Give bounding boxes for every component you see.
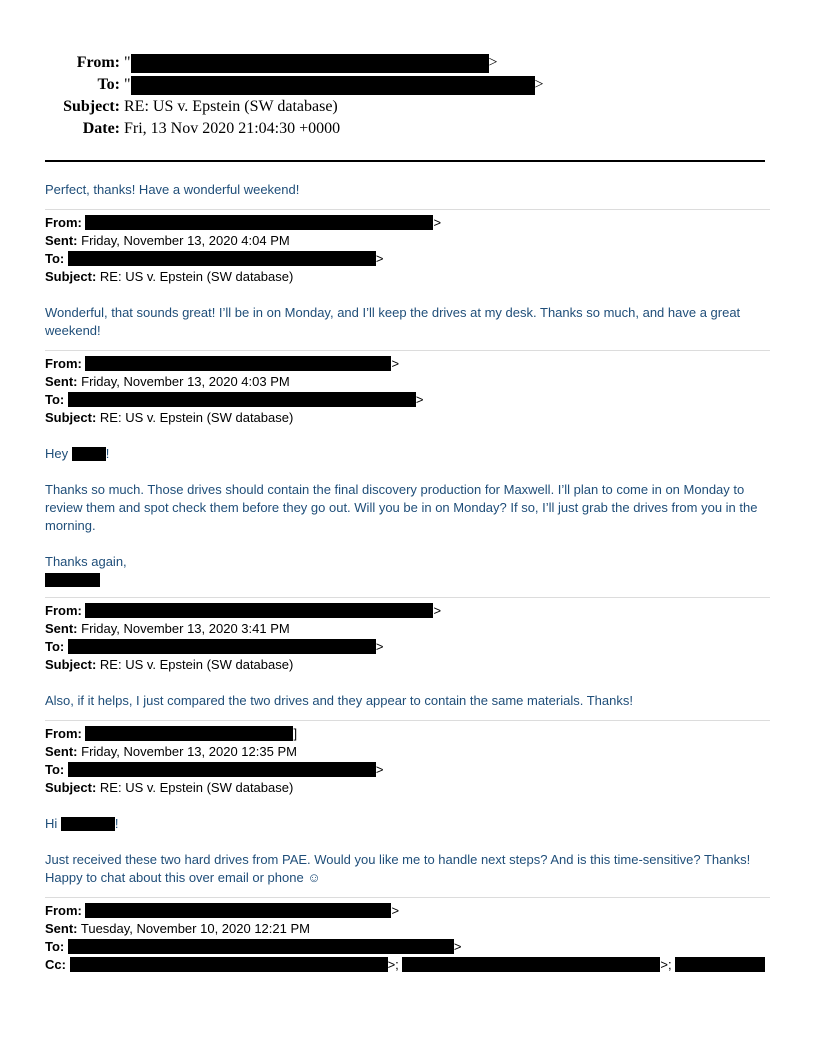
redaction-box (68, 639, 376, 654)
redaction-box (68, 392, 416, 407)
message-greeting (45, 445, 770, 463)
message-sent-row (45, 620, 770, 638)
to-suffix: > (375, 251, 384, 266)
message-subject-row (45, 779, 770, 797)
message-from-row (45, 214, 770, 232)
redaction-box (131, 76, 535, 95)
message-to-row (45, 250, 770, 268)
header-date-value: Fri, 13 Nov 2020 21:04:30 +0000 (124, 120, 341, 137)
to-label: To: (45, 639, 65, 654)
header-from-label: From: (76, 54, 120, 71)
redaction-box (68, 939, 454, 954)
header-from-row (0, 52, 816, 74)
message-separator (45, 597, 770, 598)
message-to-row (45, 391, 770, 409)
quoted-message (45, 355, 770, 587)
message-subject-row (45, 268, 770, 286)
header-to-suffix: > (534, 76, 544, 93)
redaction-box (85, 726, 293, 741)
to-suffix: > (375, 639, 384, 654)
message-sent-row (45, 743, 770, 761)
subject-label: Subject: (45, 780, 97, 795)
message-body: Also, if it helps, I just compared the two drives and they appear to contain the same materials. Thanks! (45, 693, 633, 708)
redaction-box (85, 603, 433, 618)
header-from-suffix: > (488, 54, 498, 71)
message-body: Thanks so much. Those drives should contain the final discovery production for Maxwell. I’ll plan to come in on Monday to review them and spot check them before they go out. Will you be in on Monday? If so, I’ll just grab the drives from you in the morning. (45, 482, 758, 533)
from-label: From: (45, 356, 82, 371)
cc-separator: >; (387, 957, 399, 972)
sent-value: Friday, November 13, 2020 4:03 PM (81, 374, 290, 389)
sent-label: Sent: (45, 921, 78, 936)
from-suffix: > (391, 356, 400, 371)
sent-value: Tuesday, November 10, 2020 12:21 PM (80, 921, 310, 936)
message-to-row (45, 638, 770, 656)
header-subject-row (0, 96, 816, 118)
message-greeting (45, 815, 770, 833)
greeting-prefix: Hey (45, 446, 72, 461)
message-separator (45, 720, 770, 721)
from-suffix: ] (293, 726, 298, 741)
subject-value: RE: US v. Epstein (SW database) (99, 780, 294, 795)
to-suffix: > (415, 392, 424, 407)
message-cc-row (45, 956, 770, 974)
sent-value: Friday, November 13, 2020 4:04 PM (81, 233, 290, 248)
quoted-message (45, 214, 770, 340)
to-label: To: (45, 392, 65, 407)
header-subject-value: RE: US v. Epstein (SW database) (124, 98, 338, 115)
to-suffix: > (453, 939, 462, 954)
message-to-row (45, 938, 770, 956)
redaction-box (131, 54, 489, 73)
sent-label: Sent: (45, 744, 78, 759)
message-separator (45, 350, 770, 351)
redaction-box (70, 957, 388, 972)
message-body: Wonderful, that sounds great! I’ll be in on Monday, and I’ll keep the drives at my desk. Thanks so much, and have a great weekend! (45, 305, 741, 338)
to-label: To: (45, 939, 65, 954)
message-separator (45, 209, 770, 210)
subject-value: RE: US v. Epstein (SW database) (99, 410, 294, 425)
from-label: From: (45, 903, 82, 918)
quoted-message (45, 902, 770, 974)
sent-value: Friday, November 13, 2020 12:35 PM (81, 744, 297, 759)
message-sent-row (45, 920, 770, 938)
message-sent-row (45, 373, 770, 391)
redaction-box (72, 447, 106, 461)
to-label: To: (45, 762, 65, 777)
header-divider (45, 160, 765, 162)
sent-label: Sent: (45, 233, 78, 248)
redaction-box (68, 251, 376, 266)
greeting-suffix: ! (105, 446, 110, 461)
greeting-suffix: ! (114, 816, 119, 831)
from-suffix: > (433, 215, 442, 230)
redaction-box (85, 903, 391, 918)
from-suffix: > (433, 603, 442, 618)
from-label: From: (45, 726, 82, 741)
message-closing: Thanks again, (45, 554, 127, 569)
redaction-box (402, 957, 660, 972)
to-suffix: > (375, 762, 384, 777)
message-to-row (45, 761, 770, 779)
email-header (0, 52, 816, 140)
message-from-row (45, 902, 770, 920)
subject-label: Subject: (45, 269, 97, 284)
subject-label: Subject: (45, 657, 97, 672)
header-to-row (0, 74, 816, 96)
redaction-box (85, 215, 433, 230)
cc-separator: >; (660, 957, 672, 972)
redaction-box (61, 817, 115, 831)
message-from-row (45, 725, 770, 743)
sent-label: Sent: (45, 374, 78, 389)
from-suffix: > (391, 903, 400, 918)
redaction-box (68, 762, 376, 777)
message-separator (45, 897, 770, 898)
subject-value: RE: US v. Epstein (SW database) (99, 269, 294, 284)
sent-label: Sent: (45, 621, 78, 636)
message-sent-row (45, 232, 770, 250)
to-label: To: (45, 251, 65, 266)
from-label: From: (45, 215, 82, 230)
quoted-message (45, 725, 770, 887)
subject-label: Subject: (45, 410, 97, 425)
header-to-label: To: (97, 76, 120, 93)
message-from-row (45, 355, 770, 373)
header-date-label: Date: (82, 120, 120, 137)
redaction-box (675, 957, 765, 972)
message-subject-row (45, 409, 770, 427)
redaction-box (85, 356, 391, 371)
header-subject-label: Subject: (63, 98, 120, 115)
quoted-message (45, 602, 770, 710)
greeting-prefix: Hi (45, 816, 61, 831)
header-date-row (0, 118, 816, 140)
email-thread (45, 176, 770, 974)
header-from-quote: " (124, 54, 131, 71)
reply-body: Perfect, thanks! Have a wonderful weekend! (45, 182, 300, 197)
message-subject-row (45, 656, 770, 674)
header-to-quote: " (124, 76, 131, 93)
signature-redaction (45, 573, 100, 587)
message-from-row (45, 602, 770, 620)
message-body: Just received these two hard drives from PAE. Would you like me to handle next steps? And is this time-sensitive? Thanks! Happy to chat about this over email or phone ☺ (45, 852, 751, 885)
cc-label: Cc: (45, 957, 66, 972)
subject-value: RE: US v. Epstein (SW database) (99, 657, 294, 672)
from-label: From: (45, 603, 82, 618)
sent-value: Friday, November 13, 2020 3:41 PM (81, 621, 290, 636)
